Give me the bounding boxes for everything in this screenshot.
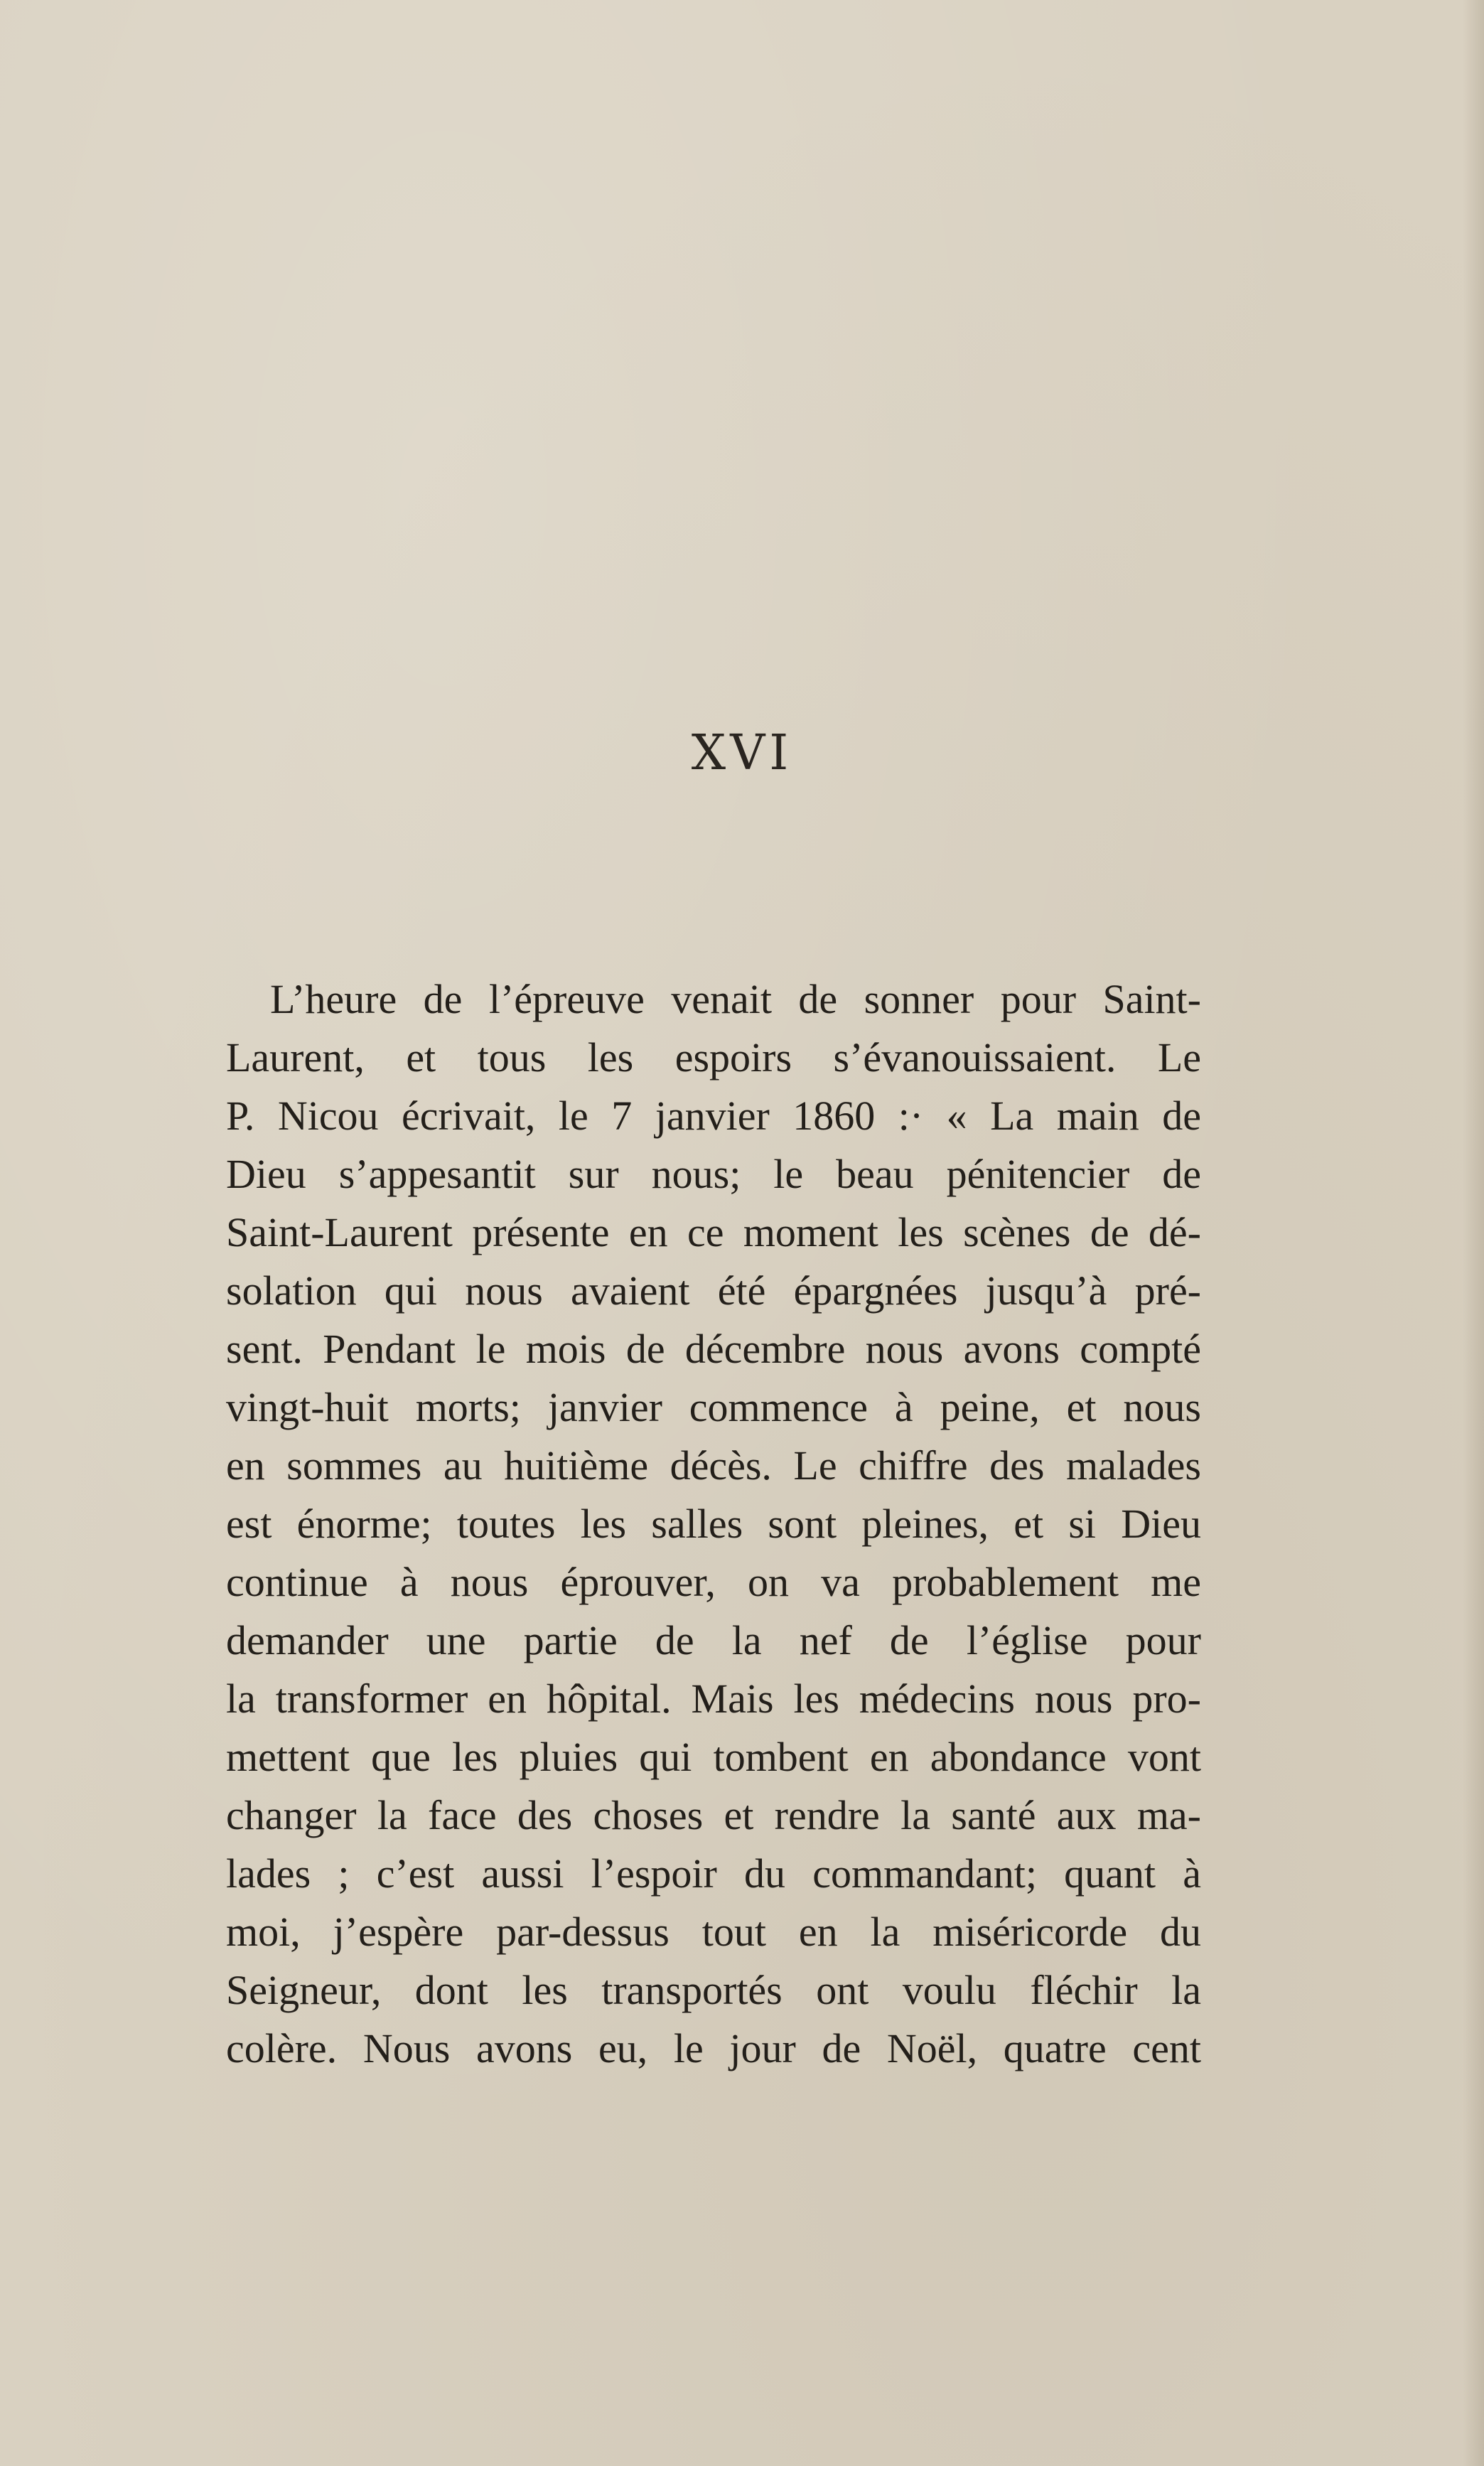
text-line: Laurent, et tous les espoirs s’évanouissaient. Le xyxy=(226,1034,1201,1081)
text-line: la transformer en hôpital. Mais les médecins nous pro- xyxy=(226,1676,1201,1722)
text-line: vingt-huit morts; janvier commence à peine, et nous xyxy=(226,1384,1201,1430)
text-line: L’heure de l’épreuve venait de sonner pour Saint- xyxy=(270,976,1201,1022)
text-line: Saint-Laurent présente en ce moment les scènes de dé- xyxy=(226,1209,1201,1255)
page-edge-shadow xyxy=(1463,0,1484,2466)
text-line: P. Nicou écrivait, le 7 janvier 1860 :· « La main de xyxy=(226,1093,1201,1139)
text-line: lades ; c’est aussi l’espoir du commandant; quant à xyxy=(226,1850,1201,1897)
text-line: en sommes au huitième décès. Le chiffre des malades xyxy=(226,1442,1201,1489)
text-line: demander une partie de la nef de l’église pour xyxy=(226,1617,1201,1663)
text-line: est énorme; toutes les salles sont pleines, et si Dieu xyxy=(226,1501,1201,1547)
text-line: colère. Nous avons eu, le jour de Noël, quatre cent xyxy=(226,2025,1201,2071)
text-line: changer la face des choses et rendre la santé aux ma- xyxy=(226,1792,1201,1838)
text-line: solation qui nous avaient été épargnées jusqu’à pré- xyxy=(226,1267,1201,1314)
body-paragraph xyxy=(226,970,1201,2078)
text-line: Dieu s’appesantit sur nous; le beau pénitencier de xyxy=(226,1151,1201,1197)
text-line: moi, j’espère par-dessus tout en la miséricorde du xyxy=(226,1909,1201,1955)
chapter-heading: XVI xyxy=(691,725,793,781)
text-line: continue à nous éprouver, on va probablement me xyxy=(226,1559,1201,1605)
text-line: mettent que les pluies qui tombent en abondance vont xyxy=(226,1734,1201,1780)
text-line: Seigneur, dont les transportés ont voulu fléchir la xyxy=(226,1967,1201,2013)
text-line: sent. Pendant le mois de décembre nous avons compté xyxy=(226,1326,1201,1372)
